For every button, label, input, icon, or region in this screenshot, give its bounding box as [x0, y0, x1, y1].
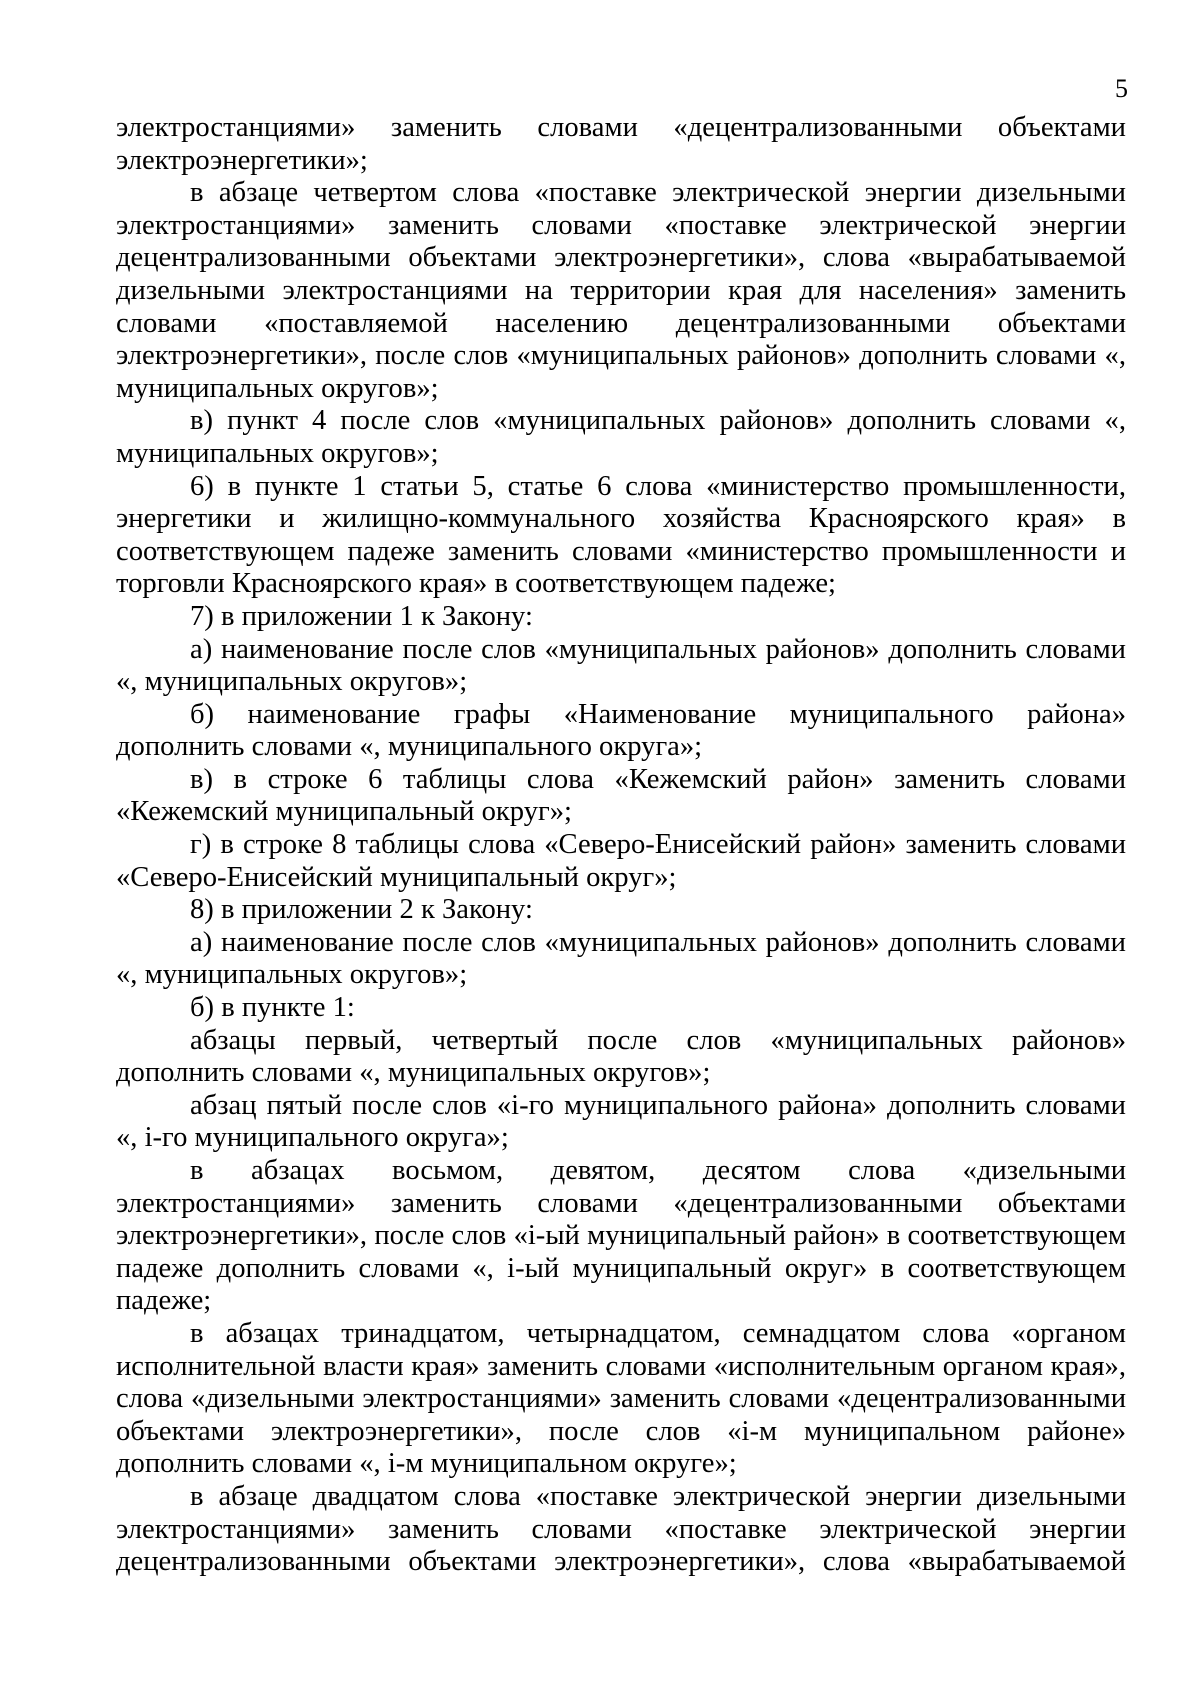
paragraph: абзац пятый после слов «i-го муниципального района» дополнить словами «, i-го муниципального округа»; [116, 1089, 1126, 1154]
paragraph: в) в строке 6 таблицы слова «Кежемский район» заменить словами «Кежемский муниципальный округ»; [116, 763, 1126, 828]
paragraph: а) наименование после слов «муниципальных районов» дополнить словами «, муниципальных округов»; [116, 926, 1126, 991]
paragraph: а) наименование после слов «муниципальных районов» дополнить словами «, муниципальных округов»; [116, 633, 1126, 698]
paragraph: 6) в пункте 1 статьи 5, статье 6 слова «министерство промышленности, энергетики и жилищно-коммунального хозяйства Красноярского края» в соответствующем падеже заменить словами «министерство промышленности и торговли Красноярского края» в соответствующем падеже; [116, 470, 1126, 600]
paragraph: б) наименование графы «Наименование муниципального района» дополнить словами «, муниципального округа»; [116, 698, 1126, 763]
document-body [116, 112, 1126, 1579]
paragraph: в абзаце четвертом слова «поставке электрической энергии дизельными электростанциями» заменить словами «поставке электрической энергии децентрализованными объектами электроэнергетики», слова «вырабатываемой дизельными электростанциями на территории края для населения» заменить словами «поставляемой населению децентрализованными объектами электроэнергетики», после слов «муниципальных районов» дополнить словами «, муниципальных округов»; [116, 177, 1126, 404]
paragraph: в) пункт 4 после слов «муниципальных районов» дополнить словами «, муниципальных округов»; [116, 405, 1126, 469]
paragraph: б) в пункте 1: [190, 992, 355, 1024]
paragraph: 7) в приложении 1 к Закону: [190, 600, 533, 632]
paragraph: 8) в приложении 2 к Закону: [190, 894, 533, 926]
paragraph: электростанциями» заменить словами «децентрализованными объектами электроэнергетики»; [116, 112, 1126, 176]
paragraph: в абзацах восьмом, девятом, десятом слова «дизельными электростанциями» заменить словами «децентрализованными объектами электроэнергетики», после слов «i-ый муниципальный район» в соответствующем падеже дополнить словами «, i-ый муниципальный округ» в соответствующем падеже; [116, 1155, 1126, 1317]
page-number: 5 [1115, 74, 1128, 103]
paragraph: г) в строке 8 таблицы слова «Северо-Енисейский район» заменить словами «Северо-Енисейский муниципальный округ»; [116, 829, 1126, 893]
paragraph: абзацы первый, четвертый после слов «муниципальных районов» дополнить словами «, муниципальных округов»; [116, 1024, 1126, 1089]
paragraph: в абзаце двадцатом слова «поставке электрической энергии дизельными электростанциями» заменить словами «поставке электрической энергии децентрализованными объектами электроэнергетики», слова «вырабатываемой [116, 1480, 1126, 1578]
paragraph: в абзацах тринадцатом, четырнадцатом, семнадцатом слова «органом исполнительной власти края» заменить словами «исполнительным органом края», слова «дизельными электростанциями» заменить словами «децентрализованными объектами электроэнергетики», после слов «i-м муниципальном районе» дополнить словами «, i-м муниципальном округе»; [116, 1317, 1126, 1480]
